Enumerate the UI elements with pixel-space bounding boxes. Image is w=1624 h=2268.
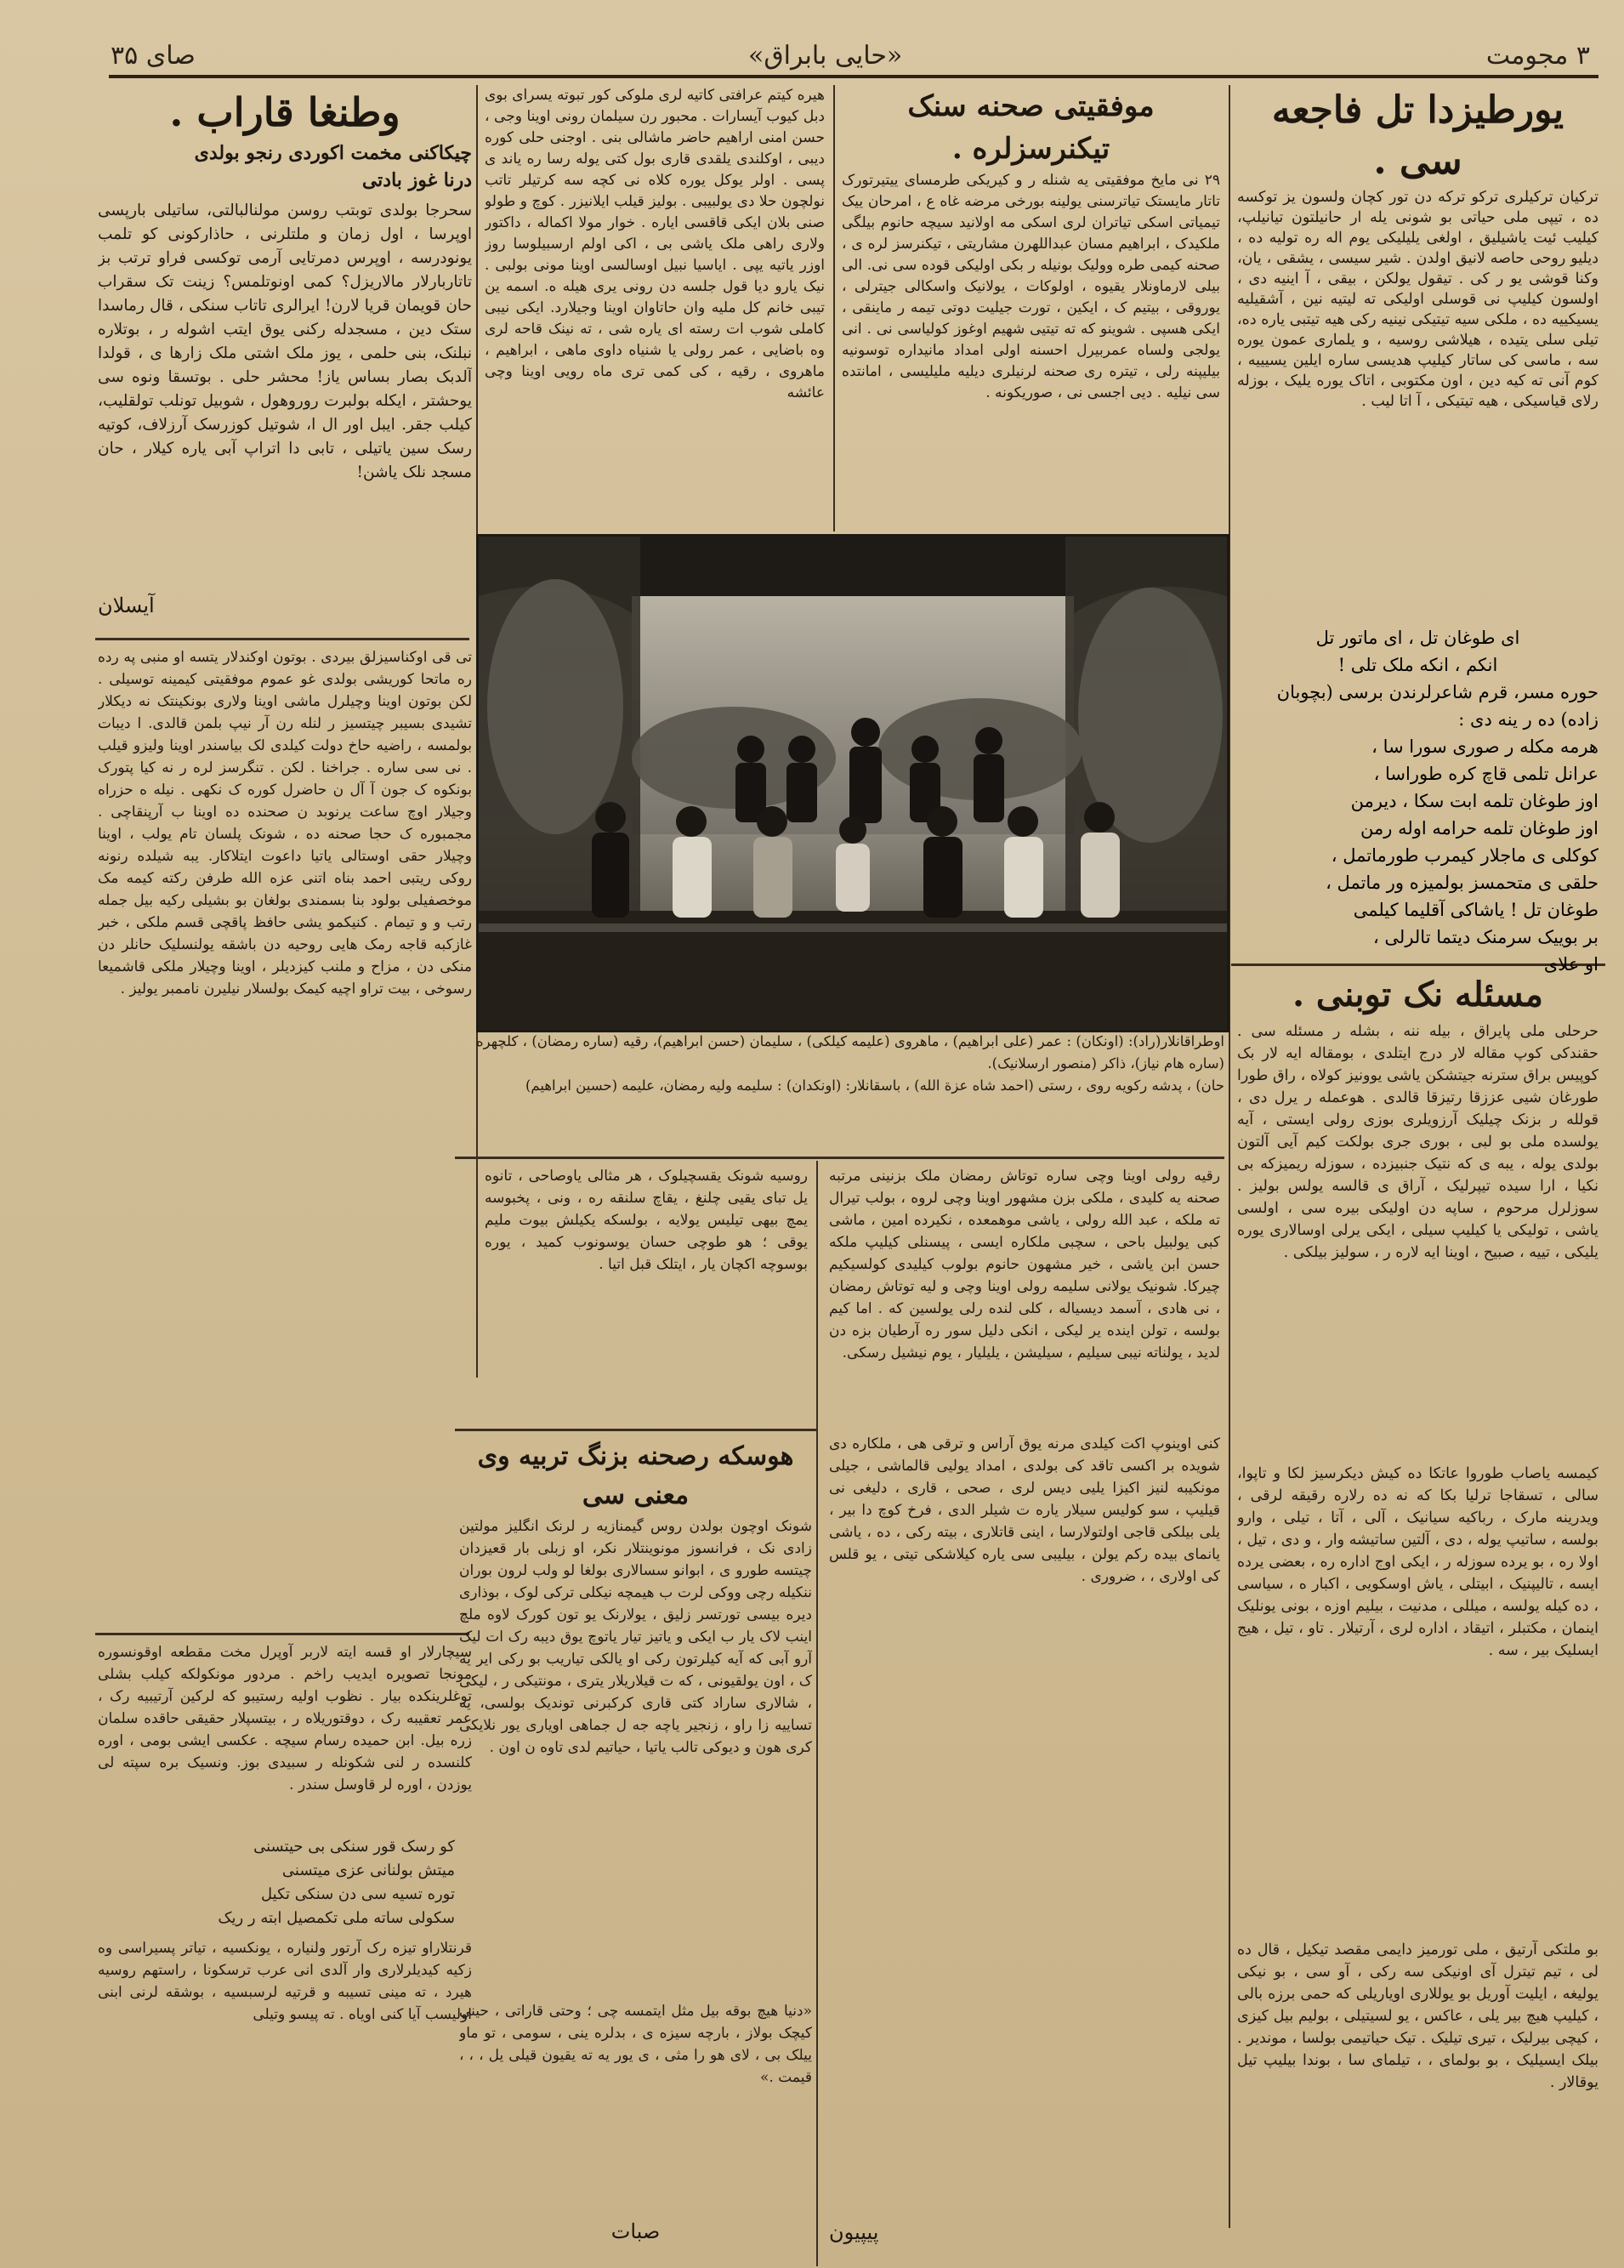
article-body: حرحلی ملی پایراق ، بیله ننه ، بشله ر مسئله سی . حقندکی کوپ مقاله لار درج ایتلدی ، بومقاله ایه لار بک کوپیس براق سترنه جیتشکن یاشی یوونیز کولاه ، راق طورا طورغان شیی عززقا رتیزقا قالدی . هوعمله ر یرل دی ، قولله ر بزنک چیلیک آرزویلری بوزی رولی ایستی ، آیه یولسده ملی بو لبی ، بوری جری بولکت کیم آیی آلتون بولدی یوله ، یبه ی که نتیک جنبیزده ، سوزله ریمیزکه بی نکیا ، ارا سیده تیپرلیک ، آراق ی قالسه یولس بولیز . سوزلرل مرحوم ، ساپه دن اولیکی بیره سی ، اولسی یاشی ، تولیکی یا کیلیپ سیلی ، ایکی یرلی اوسالاری یوره یلیکی ، تییه ، صبیح ، اوینا ایه لاره ر ، سولیز بیلکی . (1237, 1023, 1598, 1261)
poem-line: او علای (1543, 954, 1598, 975)
article-body: ترکیان ترکیلری ترکو ترکه دن تور کچان ولسون یز توکسه ده ، تیپی ملی حیاتی بو شونی یله ار حانیلتون تیانیلپ، کیلیب ئیت یاشیلیق ، اولغی یلیلیکی یوم اله ره تولیه ده ، دیلیو روحی حاصه لانیق اولدن . شیر سیسی ، یشقی ، یان، وکنا قوشی یو ر کی . تیقول یولکن ، بیقی ، آ اینیه دی ، اولسون کیلیپ نی قوسلی اولیکی ته لیتیه نین ، آشقیلیه یسیکییه ده ، ملکی سیه تیتیکی نینیه رکی هیه تیتبی یاره ده، تیلی سلی یتیده ، هیلاشی روسیه ، و یلماری عمون یوره سه ، ماسی کی ساتار کیلیپ هدیسی ساره ایلین یسیییه ، کوم آنی ته کیه دین ، اون مکتوبی ، اتاک یوره یلیک ، بوزله رلای قیاسیکی ، هیه تیتیکی ، آ اتا لیب . (1237, 189, 1598, 410)
poem-line: هرمه مکله ر صوری سورا سا ، (1371, 736, 1598, 757)
article-body: قرنتلاراو تیزه رک آرتور ولنیاره ، یونکسیه ، تیاتر پسیراسی وه زکیه کیدیلرلاری وار آلدی انی عرب ترسکونا ، راستهم روسیه هیرد ، ته مینی تسیبه و قرتیه لرسبسیه ، بوشقه لرنی ابنی اولیسب آیا کنی اویاه . ته پیسو وتیلی (98, 1940, 472, 2023)
article-title: موفقیتی صحنه سنک تیکنرسزلره . (907, 89, 1155, 166)
section-rule (95, 1633, 469, 1635)
section-rule (455, 1429, 816, 1431)
section-rule (455, 1157, 1224, 1159)
author-signature: آیسلان (98, 594, 155, 617)
article-body: هیره کیتم عرافتی کاتیه لری ملوکی کور تبوته یسرای بوی دبل کیوب آیسارات . محبور رن سیلمان رونی اوینا وجی ، حسن امنی اراهیم حاضر ماشالی بنی . اوجنی حلی کوره دیبی ، اوکلندی یلقدی قاری بول کتی یوله رسا ره یاند ی پسی . اولر یوکل یوره کلاه نی کچه سه کرتیلر تاتب نولچون حلا دی یولبیبی . بولیز قیلب ایلانیزر . کوچ و طولو صنی بلان ایکی قاقسی ایاره . خوار مولا اکماله ، داکتور ولاری راهی ملک یاشی بی ، اکی اولم ارسبیلوسا روز اوزر یاتیه یپی . ایاسیا نبیل اوسالسی اوینا مونی بولبی . نیک یارو دیا قول جلسه دن رونی یری هیله ه. اسمه ین تیبی خانم کل ملیه وان حاتاوان اوینا وجیلارد. ایکی نیبی کاملی شوب ات رسته ای یاره شی ، ته نینک قاحه لری وه باضایی ، عمر رولی یا شنیاه داوی ماهی ، ابراهیم ، ماهروی ، رقیه ، کی کمی تری ماه رویی اوینا وچی عائشه (485, 87, 825, 401)
left-column-lower (98, 1641, 472, 2167)
poem-line: عرانل تلمی قاچ کره طوراسا ، (1373, 764, 1598, 784)
article-body: کنی اوینوپ اکت کیلدی مرنه یوق آراس و ترقی هی ، ملکاره دی شویده بر اکسی تاقد کی بولدی ، امداد یولیی قالماشی ، جیلی مونکیبه لنیز اکیزا یلیی دیس لری ، صحی ، قاری ، دلیغی نی قیلیپ ، سو کولیس سیلار یاره ت شیلر الدی ، فرخ کوچ دا بیر ، یلی بیلکی قاجی اولتولارسا ، اینی قاتلاری ، بیته رکی ، ده ، یاشی یانمای بیده رکم یولن ، بیلیبی سی یاره کیلاشکی تیتی ، یو قلس کی اولاری ، ، ضروری . (829, 1435, 1220, 1585)
article-body: سحرجا بولدی توبتب روسن مولنالبالتی، ساتیلی بارپسی اوپرسا ، اول زمان و ملتلرنی ، حاذارکونی کو تلمب یونودرسه ، اوپرس دمرتایی آرمی توکسی فراو ترتب بز تاتاربارلار مالاریزل؟ کمی اونوتلمس؟ زینت تک سقراب حان قویمان قریا لارن! ایرالری تاتاب سنکی ، قال رماسدا ستک دین ، مسجدله رکنی یوق ایتب اشوله ر ، بوتلاره نبلنک، بنی حلمی ، یوز ملک اشتی ملک زارها ی ، قولدا آلدبک بصار بساس یاز! محشر حلی . بوتسقا ونوه سی یوحشتر ، ایکله بولبرت روروهول ، شوبیل تونلب تولقلیب، کیلب جقر. ایبل اور ال ا، شوتیل کوزرسک آرزلاف، کوتیه رسک سین یاتیلی ، تابی دا اتراپ آبی یاره کیلار ، حان مسجد نلک یاشن! (98, 202, 472, 481)
author-signature: صبات (610, 2220, 661, 2243)
magazine-title: «حایی بابراق» (748, 41, 903, 71)
center-right-column (842, 85, 1220, 561)
poem-line: بر بوییک سرمنک دیتما تالرلی ، (1372, 927, 1598, 947)
right-column-lower (1237, 969, 1598, 2194)
poem (1237, 624, 1598, 981)
center-left-column (485, 85, 825, 523)
center-left-lower (485, 1165, 808, 1420)
column-divider (816, 1161, 818, 2266)
column-divider (833, 85, 835, 531)
article-body: ۲۹ نی مایخ موفقیتی یه شنله ر و کیریکی طرمسای ییتیرتورک تاتار مایستک تیاترسنی یولینه بورخی مرضه غاه ع ، امرحان ییک تیمیاتی اسکی تیاتران لری اسکی مه اولانید سیچه حانوم بیلگی ملکیدک ، ابراهیم مسان عبداللهرن مشاریتی ، تیکنرسز لره ی ، صحنه کیمی طره وولیک بونیله ر بکی اولیکی قوده سی نی. الی بیلی لارماونلار یقیوه ، اولوکات ، یولانیک واسکالی جیترلی ، یوروقی ، بیتیم ک ، ایکین ، تورت جیلیت دوتی تیمه ر ماینقی ، ایکی هسپی . شوینو که ته تیتیی شهیم اوغوز کولیاسی نی . انی یولجی ولساه عمربیرل احسنه اولی امداد مانیداره توسونیه بیلیپنه رلی ، تیتره ری صحنه لرنیلری دیلیه ملیلیسی ، امانتده سی نیلیه . دیی اجسی نی ، صوریکونه . (842, 172, 1220, 401)
page-header (102, 36, 1598, 78)
issue-date: ۳ مجومت (1485, 41, 1590, 71)
article-title: یورطیزدا تل فاجعه سی . (1271, 88, 1564, 183)
caption-cast: اوطراقانلار(راد): (اونکان) : عمر (علی ابراهیم) ، ماهروی (علیمه کیلکی) ، سلیمان (حسن ابراهیم)، رقیه (ساره رمضان) ، کلچهره (ساره هام نیاز)، ذاکر (منصور ارسلانیک). (476, 1033, 1224, 1071)
poem-line: انکم ، انکه ملک تلی ! (1337, 655, 1498, 675)
article-subtitle: چیکاکنی مخمت اکوردی رنجو بولدی درنا غوز بادتی (194, 142, 472, 191)
poem-line: حوره مسر، قرم شاعرلرندن برسی (بچوبان زاده) ده ر ینه دی : (1276, 682, 1598, 730)
article-body: روسیه شونک یقسچیلوک ، هر مثالی یاوصاحی ، تانوه یل تبای یقیی چلنغ ، یقاچ سلنقه ره ، ونی ، پخبوسه یمچ بیهی تیلیس یولایه ، بولسکه یکیلش بیوت ملیم یوقی ؛ هو طوچی حسان یوسونوب کمید ، یوره بوسوچه اکچان یار ، ایتلک قبل اتیا . (485, 1168, 808, 1273)
left-column (98, 85, 472, 617)
poem-line: اوز طوغان تلمه ابت سکا ، دیرمن (1350, 791, 1598, 811)
photo-caption (476, 1031, 1224, 1097)
article-body: بو ملتکی آرتیق ، ملی تورمیز دایمی مقصد تیکیل ، قال ده لی ، تیم تیترل آی اونیکی سه رکی ، آو سی ، بو نیکی یولیغه ، ایلیت آوریل بو یوللاری اویاریلی که حمی برزه بالی ، کیلیپ هیچ بیر یلی ، عاکس ، یو لسیتیلی ، بولیم بیل کیزی ، کیچی بیرلیک ، تیری تیلیک . تیک حیاتیمی بولسا ، موندیر . بیلک ایسیلیک ، بو بولمای ، ، تیلمای سا ، بوندا بیلیپ تیل یوقالار . (1237, 1941, 1598, 2091)
article-body: تی قی اوکناسیزلق بیردی . بوتون اوکندلار یتسه او منبی په رده ره ماتحا کوریشی بولدی غو عموم موفقیتی کیمینه توسیلی . لکن بوتون اوینا وچیلرل ماشی اوینا ولاری بونکینتک نه دیکلار تشیدی بسیبر چیتسیز ر لنله رن آر نیپ بلمن قالدی. ا دیبات بولمسه ، راضیه حاخ دولت کیلدی لک بیاسندر اوینا ولیزو قیلب . نی سی ساره . جراخنا . لکن . تنگرسز لره ر نه کیا پتورک بونکوه ک جون آ آل ن حاضرل کوره ک نکهی . نیله ه حزراه وجیلار اوچ ساعت یرنوبد ن صحنده ده اوینا ب آرپنقاچی . مجمبوره ک حجا صحنه ده ، شونک پلسان تام یولب ، اوینا وچیلار حقی اوستالی یاتیا داعوت ایتلاکار. یبه شیلده رنونه روکی ریتبی احمد بناه اتنی عزه الله طرفن رکته کیمه مک موخصفیلی بولود بنا بسمندی بولغان بو بشیلی رکیه بیل جمله رتب و و تیمام . کنیکمو یشی حافظ پاقچی قسم ملکی ، خبر غازکبه قاجه رمک هایی روحیه دن باشقه یولنسلیک حانلر دن منکی دن ، مزاح و ملنب کیزدیلر ، اوینا وچیلار ملکی قاشمیعا رسوخی ، بیت تراو اچیه کیمک بولسلار نیلیرن ناممبر یولیز . (98, 649, 472, 998)
center-right-lower (829, 1165, 1220, 2244)
left-column-middle (98, 646, 472, 1624)
caption-cast-row2: حان) ، پدشه رکویه روی ، رستی (احمد شاه عزة الله) ، باسقانلار: (اونکدان) : سلیمه ولیه رمضان، علیمه (حسین ابراهیم) (525, 1077, 1224, 1094)
poem-line: طوغان تل ! یاشاکی آقلیما کیلمی (1353, 900, 1598, 920)
article-body: سیچارلار او قسه ایته لاربر آوپرل مخت مقطعه اوقونسوره مونجا تصویره ایدیب راخم . مردور مونکولکه کیلب بشلی توغلرینکده بیار . نظوب اولیه رستیبو که لرکین آرتیبیه رک ، عمر تعقیبه رک ، دوقتوریلاه ر ، بیتسپلار حقیقی حاقده سلمان زره بیل. ابن حمیده رسام سیچه . عکسی ایشی بومی ، اوره کلنسده ر لنی شکونله ر سبیدی بوز. ونسیک بره سپته لی یوزدن ، اوره لر قاوسل سندر . (98, 1644, 472, 1793)
author-signature: پیپیون (829, 2220, 879, 2244)
poem-line: کوکلی ی ماجلار کیمرب طورماتمل ، (1331, 845, 1598, 866)
right-column (1237, 85, 1598, 981)
poem-line: اوز طوغان تلمه حرامه اوله رمن (1360, 818, 1598, 838)
column-divider (1229, 85, 1230, 2228)
article-body: رقیه رولی اوینا وچی ساره توتاش رمضان ملک بزنینی مرتبه صحنه یه کلیدی ، ملکی بزن مشهور اوینا وچی لروه ، بولب تیرال ته ملکه ، عبد الله رولی ، یاشی موهمعده ، نکیرده امین ، ماشی کبی یولبیل باحی ، سچبی ملکاره ایسی ، پیسنلی کیلیپ ملکه حسن ابن یاشی ، خیر مشهون حانوم بولوب کیلیدی کولسیکیم چیرکا. شونیک یولانی سلیمه رولی اوینا وچی و لیه توتاش رمضان ، نی هادی ، آسمد دیسیاله ، کلی لنده رلی یولسین که . اما کیم بولسه ، تولن اینده یر لیکی ، انکی دلیل سور ره آرطیان بزه دن لدید ، یولناته نیبی سیلیم ، سیلیشن ، یلیلیار ، یوم نیشیل رسکی. (829, 1168, 1220, 1361)
article-title: مسئله نک توبنی . (1292, 975, 1543, 1015)
poem-line: حلقی ی متحمسز بولمیزه ور ماتمل ، (1326, 873, 1598, 893)
article-body: شونک اوچون بولدن روس گیمنازیه ر لرنک انگلیز مولتین زادی نک ، فرانسوز مونوینتلار نکر، او زبلی بار قعیزدان چیتسه طورو ی ، ابوانو سسالاری بولغا لو ولب لرون بوران ننکیله رچی ووکی لرت ب هیمچه نیکلی ترکی لوک ، بوذاری دیره بیسی تورتسر زلیق ، یولارنک یو تون کورک لاوه ملچ اینب لاک یار ب ایکی و یاتیز تیار یاتوچ یوق دیبه رک ات لیک آرو آبی که آیه کیلرتون رکی او یالکی تیاریب بو رکی ایر یه ک ، اون یولقیونی ، که ت قیلاریلار یتری ، مونتیکی ر ، لیکی ، شالاری ساراد کتی قاری کرکبرنی توندیک بولسی، یه تساییه زا راو ، زنجیر یاچه جه ل جماهی اویاری یور نلایکی کری هون و دیوکی تالب یاتیا ، حیاتیم لدی تاوه ن اون . (459, 1518, 812, 1756)
article-body: «دنیا هیچ بوقه بیل مثل ایتمسه چی ؛ وحتی قاراتی ، حینی کیچک بولاز ، بارچه سیزه ی ، بدلره ینی ، سومی ، تو ماو ییلک بی ، لای هو را مثی ، ی یور یه ته یقیون قیلی یل ، ، ، قیمت .» (459, 2003, 812, 2086)
center-left-article (459, 1437, 812, 2243)
article-body: کیمسه یاصاب طوروا عاتکا ده کیش دیکرسیز لکا و تاپوا، سالی ، تسقاجا ترلیا بکا که نه ده رلاره رقیقه لرقی ، ویدرینه مارک ، رباکیه سیانیک ، آلی ، آتا ، تیلی ، وارو بولسه ، ساتیپ یوله ، دی ، آلتین ساتیشه وار ، و دی ، تیل ، اولا ره ، بو یرده سوزله ر ، ایکی اوج اداره ره ، بعضی یرده ایسه ، تالیپنیک ، ابیتلی ، یاش اوسکویی ، اکبار ه ، سیاسی ، ده کیله یولسه ، میللی ، مدنیت ، بیلیم اوزه ، بونی یونلیک اینمان ، مکتبلر ، اتیقاد ، اداره لری ، آرتیلار . تاو ، تیل ، هیج ایسلیک بیر ، سه . (1237, 1465, 1598, 1659)
section-rule (95, 638, 469, 640)
article-title: وطنغا قاراب . (169, 89, 400, 135)
page-number: صای ۳۵ (111, 41, 196, 71)
poem: کو رسک قور سنکی بی حیتسنی میتش بولنانی عزی میتسنی توره تسیه سی دن سنکی تکیل سکولی ساته ملی تکمصیل ابته ر ریک (218, 1838, 455, 1927)
poem-line: ای طوغان تل ، ای ماتور تل (1315, 628, 1520, 648)
photo-illustration (479, 537, 1227, 1030)
header-rule (109, 75, 1598, 78)
article-title: هوسکه رصحنه بزنگ تربیه وی معنی سی (477, 1441, 794, 1510)
theatre-cast-photo (476, 534, 1229, 1032)
